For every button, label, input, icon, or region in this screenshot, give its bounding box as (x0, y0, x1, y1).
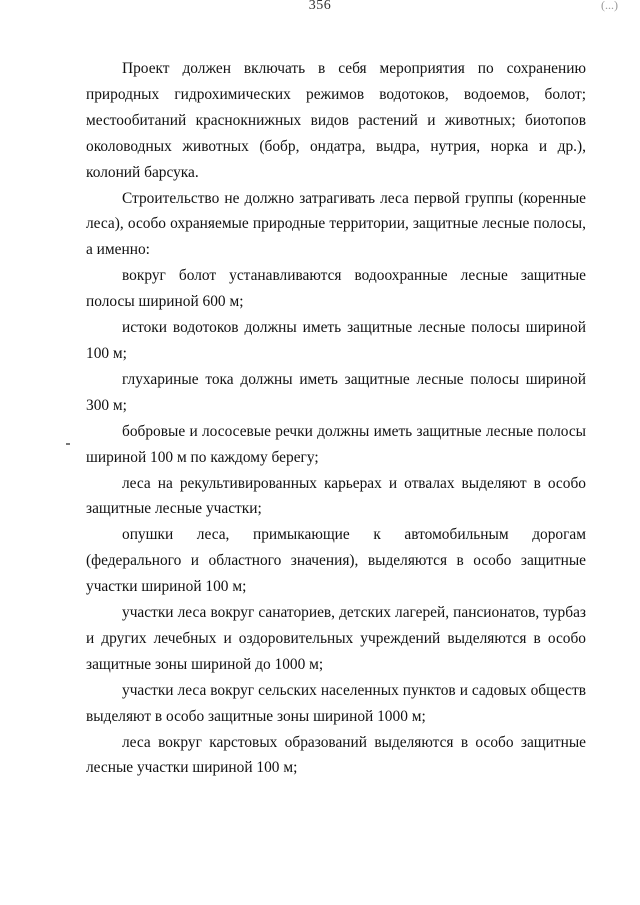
paragraph-swamp-protection: вокруг болот устанавливаются водоохранные лесные защитные полосы шириной 600 м; (86, 267, 586, 311)
paragraph-project-requirements: Проект должен включать в себя мероприятия по сохранению природных гидрохимических режимов водотоков, водоемов, болот; местообитаний краснокнижных видов растений и животных; биотопов околоводных животных (бобр, ондатра, выдра, нутрия, норка и др.), колоний барсука. (86, 60, 586, 181)
paragraph-capercaillie-leks: глухариные тока должны иметь защитные лесные полосы шириной 300 м; (86, 370, 586, 414)
paragraph-forest-edges-roads: опушки леса, примыкающие к автомобильным дорогам (федерального и областного значения), выделяются в особо защитные участки шириной 100 м; (86, 526, 586, 596)
paragraph-reclaimed-quarries: леса на рекультивированных карьерах и отвалах выделяют в особо защитные лесные участки; (86, 474, 586, 518)
paragraph-beaver-salmon-rivers: бобровые и лососевые речки должны иметь защитные лесные полосы шириной 100 м по каждому берегу; (86, 422, 586, 466)
paragraph-stream-sources: истоки водотоков должны иметь защитные лесные полосы шириной 100 м; (86, 319, 586, 362)
paragraph-settlement-zones: участки леса вокруг сельских населенных пунктов и садовых обществ выделяют в особо защитные зоны шириной 1000 м; (86, 681, 586, 725)
corner-mark: (...) (601, 0, 618, 12)
paragraph-construction-restrictions: Строительство не должно затрагивать леса первой группы (коренные леса), особо охраняемые природные территории, защитные лесные полосы, а именно: (86, 189, 586, 259)
page-number: 356 (308, 0, 332, 13)
paragraph-karst-formations: леса вокруг карстовых образований выделяются в особо защитные лесные участки шириной 100 м; (86, 733, 586, 777)
document-body (86, 56, 586, 781)
paragraph-sanatorium-zones: участки леса вокруг санаториев, детских лагерей, пансионатов, турбаз и других лечебных и оздоровительных учреждений выделяются в особо защитные зоны шириной до 1000 м; (86, 604, 586, 673)
scan-artifact-mark (66, 443, 70, 445)
